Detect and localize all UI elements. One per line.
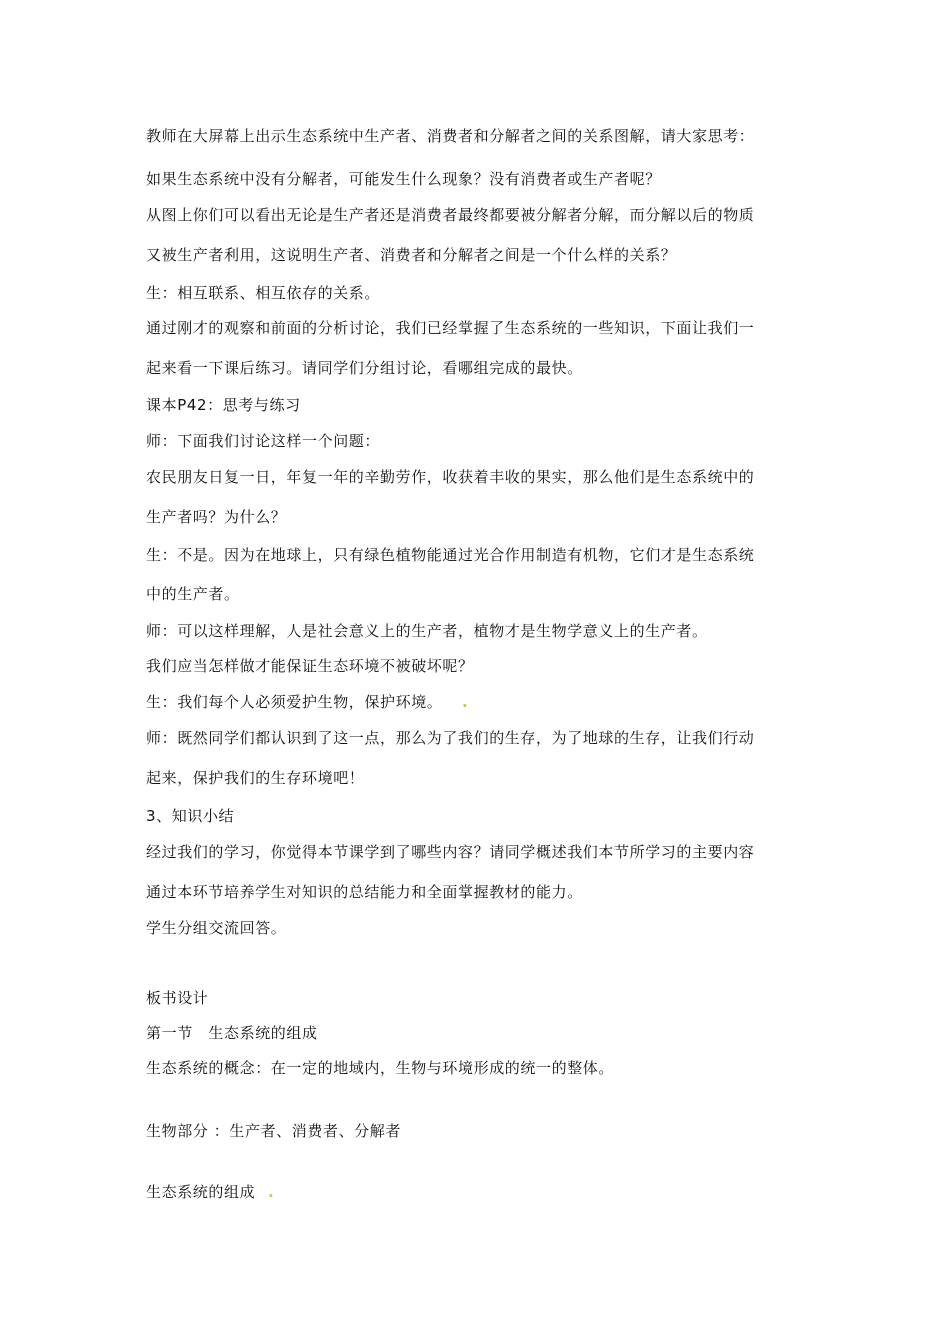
text-line: 我们应当怎样做才能保证生态环境不被破坏呢？ (146, 657, 474, 675)
text-line: 生产者吗？为什么？ (146, 508, 287, 526)
text-line: 经过我们的学习，你觉得本节课学到了哪些内容？请同学概述我们本节所学习的主要内容 (146, 843, 755, 861)
text-line: 从图上你们可以看出无论是生产者还是消费者最终都要被分解者分解，而分解以后的物质 (146, 206, 755, 224)
text-line: 师：下面我们讨论这样一个问题： (146, 432, 381, 450)
text-line: 通过刚才的观察和前面的分析讨论，我们已经掌握了生态系统的一些知识，下面让我们一 (146, 319, 755, 337)
marker-dot: . (462, 693, 469, 711)
text-line: 起来看一下课后练习。请同学们分组讨论，看哪组完成的最快。 (146, 359, 583, 377)
text-line: 生：相互联系、相互依存的关系。 (146, 284, 381, 302)
text-line: 师：可以这样理解，人是社会意义上的生产者，植物才是生物学意义上的生产者。 (146, 622, 708, 640)
text-line: 学生分组交流回答。 (146, 919, 287, 937)
text-line: 生：我们每个人必须爱护生物，保护环境。 (146, 693, 443, 711)
text-line: 起来，保护我们的生存环境吧！ (146, 769, 365, 787)
section-heading: 3、知识小结 (146, 807, 235, 825)
text-line: 又被生产者利用，这说明生产者、消费者和分解者之间是一个什么样的关系？ (146, 246, 677, 264)
text-line: 教师在大屏幕上出示生态系统中生产者、消费者和分解者之间的关系图解，请大家思考： (146, 127, 755, 145)
text-line: 农民朋友日复一日，年复一年的辛勤劳作，收获着丰收的果实，那么他们是生态系统中的 (146, 468, 755, 486)
text-line: 生：不是。因为在地球上，只有绿色植物能通过光合作用制造有机物，它们才是生态系统 (146, 546, 755, 564)
text-line: 第一节 生态系统的组成 (146, 1024, 318, 1042)
section-heading: 板书设计 (146, 989, 209, 1007)
text-line: 通过本环节培养学生对知识的总结能力和全面掌握教材的能力。 (146, 883, 583, 901)
text-line: 生态系统的概念：在一定的地域内，生物与环境形成的统一的整体。 (146, 1059, 615, 1077)
text-line: 师：既然同学们都认识到了这一点，那么为了我们的生存，为了地球的生存，让我们行动 (146, 729, 755, 747)
text-line: 生物部分 ：生产者、消费者、分解者 (146, 1122, 401, 1140)
marker-dot: . (268, 1183, 275, 1201)
text-line: 如果生态系统中没有分解者，可能发生什么现象？没有消费者或生产者呢？ (146, 170, 661, 188)
text-line: 课本P42：思考与练习 (146, 396, 301, 414)
text-line: 中的生产者。 (146, 585, 240, 603)
text-line: 生态系统的组成 (146, 1183, 256, 1201)
